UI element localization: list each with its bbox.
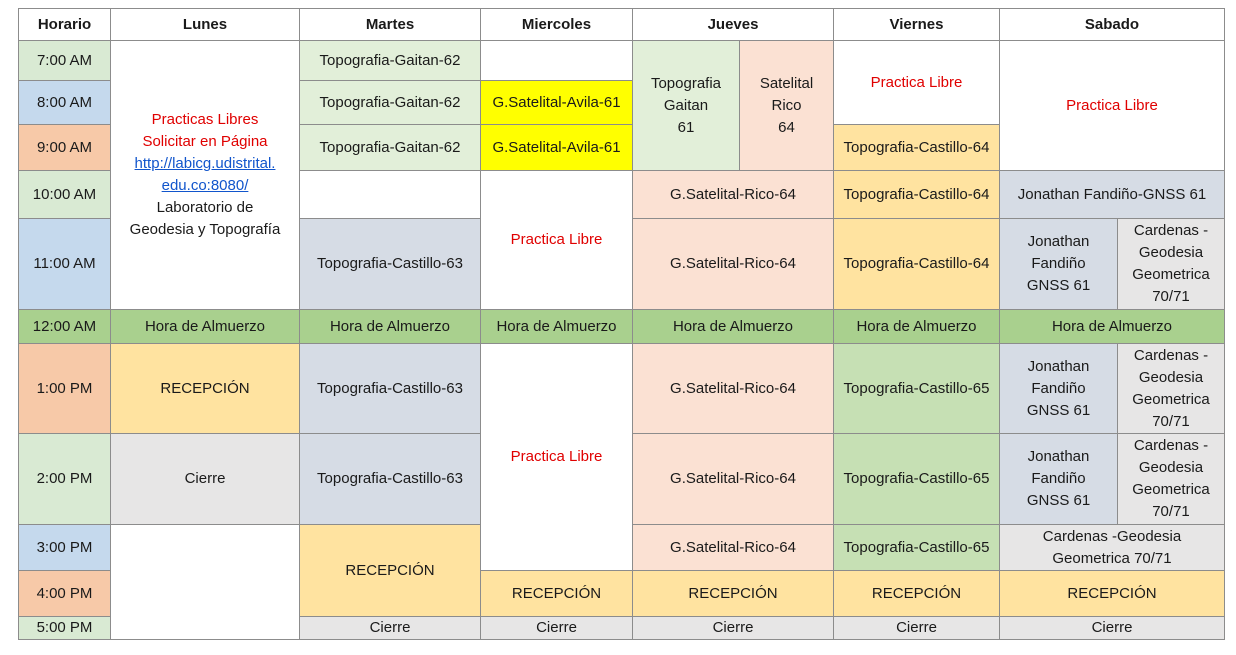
viernes-1pm-slot: Topografia-Castillo-65 — [834, 344, 1000, 434]
schedule-table — [18, 8, 1225, 640]
jon-line2: Fandiño — [1031, 379, 1086, 397]
miercoles-7am-slot — [481, 41, 633, 81]
miercoles-8am-slot: G.Satelital-Avila-61 — [481, 81, 633, 125]
car-line1: Cardenas - — [1133, 437, 1209, 454]
car-line3: Geometrica — [1132, 266, 1210, 283]
jon-line3: GNSS 61 — [1026, 492, 1091, 509]
martes-8am-slot: Topografia-Gaitan-62 — [300, 81, 481, 125]
viernes-practica-libre: Practica Libre — [834, 41, 1000, 125]
sabado-1pm-cardenas — [1118, 344, 1225, 434]
time-cell: 1:00 PM — [19, 344, 111, 434]
car-line2: Geodesia — [1138, 368, 1204, 386]
sabado-cierre: Cierre — [1000, 617, 1225, 640]
viernes-10am-slot: Topografia-Castillo-64 — [834, 171, 1000, 219]
jueves-cierre: Cierre — [633, 617, 834, 640]
jon-line1: Jonathan — [1027, 233, 1090, 250]
sabado-11am-cardenas — [1118, 219, 1225, 310]
sabado-2pm-cardenas — [1118, 434, 1225, 525]
jon-line3: GNSS 61 — [1026, 401, 1091, 419]
sabado-recepcion: RECEPCIÓN — [1000, 571, 1225, 617]
practicas-libres-label: Practicas Libres — [151, 111, 259, 128]
martes-2pm-slot: Topografia-Castillo-63 — [300, 434, 481, 525]
miercoles-9am-slot: G.Satelital-Avila-61 — [481, 125, 633, 171]
car-wide-line2: Geometrica 70/71 — [1052, 549, 1172, 567]
time-cell: 7:00 AM — [19, 41, 111, 81]
jueves-recepcion: RECEPCIÓN — [633, 571, 834, 617]
jueves-lunch: Hora de Almuerzo — [633, 310, 834, 344]
header-jueves: Jueves — [633, 9, 834, 41]
row-7am — [19, 41, 1225, 81]
jueves-sat-line1: Satelital — [759, 74, 814, 92]
lab-link-part1[interactable]: http://labicg.udistrital. — [134, 155, 276, 172]
viernes-3pm-slot: Topografia-Castillo-65 — [834, 525, 1000, 571]
lab-link-part2[interactable]: edu.co:8080/ — [161, 177, 249, 194]
lunes-lunch: Hora de Almuerzo — [111, 310, 300, 344]
car-line2: Geodesia — [1138, 459, 1204, 476]
car-line4: 70/71 — [1152, 288, 1190, 305]
lab-name-line1: Laboratorio de — [156, 199, 254, 216]
time-cell: 4:00 PM — [19, 571, 111, 617]
martes-7am-slot: Topografia-Gaitan-62 — [300, 41, 481, 81]
car-line4: 70/71 — [1152, 412, 1190, 430]
jueves-satelital-rico — [740, 41, 834, 171]
time-cell: 11:00 AM — [19, 219, 111, 310]
jon-line2: Fandiño — [1031, 470, 1086, 487]
sabado-lunch: Hora de Almuerzo — [1000, 310, 1225, 344]
lunes-morning-info — [111, 41, 300, 310]
viernes-cierre: Cierre — [834, 617, 1000, 640]
jueves-topo-line3: 61 — [677, 118, 695, 136]
time-cell: 9:00 AM — [19, 125, 111, 171]
jon-line1: Jonathan — [1027, 448, 1090, 465]
miercoles-practica-libre-afternoon: Practica Libre — [481, 344, 633, 571]
car-line1: Cardenas - — [1133, 222, 1209, 239]
row-12pm — [19, 310, 1225, 344]
martes-11am-slot: Topografia-Castillo-63 — [300, 219, 481, 310]
header-sabado: Sabado — [1000, 9, 1225, 41]
miercoles-recepcion: RECEPCIÓN — [481, 571, 633, 617]
martes-lunch: Hora de Almuerzo — [300, 310, 481, 344]
header-row — [19, 9, 1225, 41]
jon-line1: Jonathan — [1027, 357, 1090, 375]
viernes-lunch: Hora de Almuerzo — [834, 310, 1000, 344]
jueves-sat-line3: 64 — [778, 118, 795, 136]
header-horario: Horario — [19, 9, 111, 41]
car-line2: Geodesia — [1138, 244, 1204, 261]
jueves-3pm-slot: G.Satelital-Rico-64 — [633, 525, 834, 571]
solicitar-label: Solicitar en Página — [142, 133, 268, 150]
time-cell: 12:00 AM — [19, 310, 111, 344]
jueves-10am-slot: G.Satelital-Rico-64 — [633, 171, 834, 219]
time-cell: 8:00 AM — [19, 81, 111, 125]
jon-line3: GNSS 61 — [1026, 277, 1091, 294]
jueves-sat-line2: Rico — [771, 96, 802, 114]
car-line1: Cardenas - — [1133, 346, 1209, 364]
viernes-11am-slot: Topografia-Castillo-64 — [834, 219, 1000, 310]
jueves-topo-line2: Gaitan — [663, 96, 709, 114]
martes-1pm-slot: Topografia-Castillo-63 — [300, 344, 481, 434]
martes-cierre: Cierre — [300, 617, 481, 640]
jueves-topografia-gaitan — [633, 41, 740, 171]
martes-recepcion: RECEPCIÓN — [300, 525, 481, 617]
car-line3: Geometrica — [1132, 481, 1210, 498]
car-line4: 70/71 — [1152, 503, 1190, 520]
jon-line2: Fandiño — [1031, 255, 1086, 272]
martes-9am-slot: Topografia-Gaitan-62 — [300, 125, 481, 171]
header-lunes: Lunes — [111, 9, 300, 41]
miercoles-lunch: Hora de Almuerzo — [481, 310, 633, 344]
jueves-11am-slot: G.Satelital-Rico-64 — [633, 219, 834, 310]
jueves-2pm-slot: G.Satelital-Rico-64 — [633, 434, 834, 525]
sabado-11am-jonathan — [1000, 219, 1118, 310]
sabado-3pm-cardenas — [1000, 525, 1225, 571]
sabado-10am-slot: Jonathan Fandiño-GNSS 61 — [1000, 171, 1225, 219]
car-line3: Geometrica — [1132, 390, 1210, 408]
miercoles-practica-libre-morning: Practica Libre — [481, 171, 633, 310]
lunes-cierre: Cierre — [111, 434, 300, 525]
time-cell: 10:00 AM — [19, 171, 111, 219]
lunes-3pm-empty — [111, 525, 300, 640]
sabado-1pm-jonathan — [1000, 344, 1118, 434]
miercoles-cierre: Cierre — [481, 617, 633, 640]
car-wide-line1: Cardenas -Geodesia — [1042, 527, 1182, 545]
row-1pm — [19, 344, 1225, 434]
header-miercoles: Miercoles — [481, 9, 633, 41]
time-cell: 3:00 PM — [19, 525, 111, 571]
martes-10am-slot — [300, 171, 481, 219]
viernes-9am-slot: Topografia-Castillo-64 — [834, 125, 1000, 171]
jueves-1pm-slot: G.Satelital-Rico-64 — [633, 344, 834, 434]
time-cell: 2:00 PM — [19, 434, 111, 525]
time-cell: 5:00 PM — [19, 617, 111, 640]
header-viernes: Viernes — [834, 9, 1000, 41]
lunes-recepcion: RECEPCIÓN — [111, 344, 300, 434]
sabado-2pm-jonathan — [1000, 434, 1118, 525]
viernes-recepcion: RECEPCIÓN — [834, 571, 1000, 617]
lab-name-line2: Geodesia y Topografía — [129, 221, 281, 238]
viernes-2pm-slot: Topografia-Castillo-65 — [834, 434, 1000, 525]
sabado-practica-libre: Practica Libre — [1000, 41, 1225, 171]
header-martes: Martes — [300, 9, 481, 41]
jueves-topo-line1: Topografia — [650, 74, 722, 92]
